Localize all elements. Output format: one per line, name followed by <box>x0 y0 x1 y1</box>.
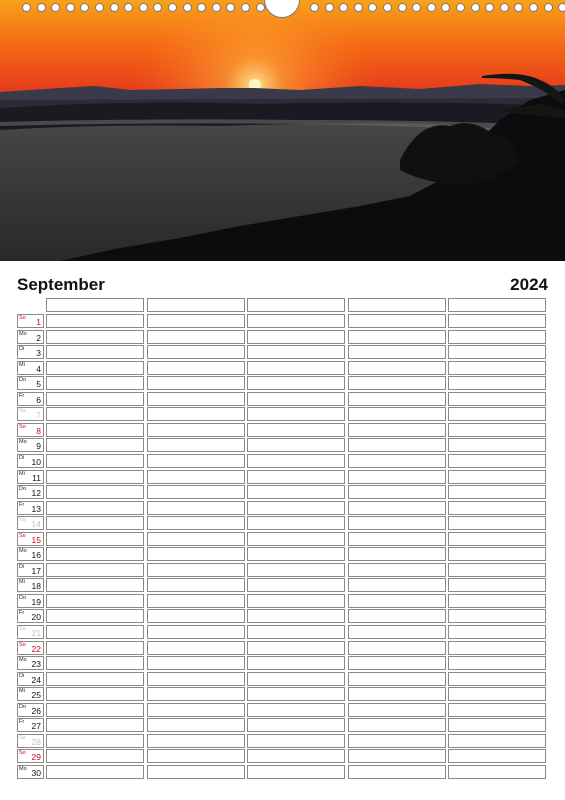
planner-cell[interactable] <box>147 547 245 561</box>
planner-cell[interactable] <box>448 547 546 561</box>
planner-cell[interactable] <box>147 609 245 623</box>
planner-cell[interactable] <box>46 376 144 390</box>
day-label <box>17 454 44 468</box>
planner-cell[interactable] <box>46 516 144 530</box>
planner-cell[interactable] <box>448 594 546 608</box>
binding-hole <box>383 3 392 12</box>
day-label <box>17 361 44 375</box>
binding-hole <box>544 3 553 12</box>
planner-cell[interactable] <box>348 423 446 437</box>
planner-cell[interactable] <box>448 470 546 484</box>
weekday-abbr: Fr <box>19 719 25 726</box>
day-label <box>17 547 44 561</box>
binding-hole <box>95 3 104 12</box>
planner-cell[interactable] <box>448 749 546 763</box>
planner-cell[interactable] <box>247 532 345 546</box>
binding-hole <box>51 3 60 12</box>
planner-cell[interactable] <box>147 625 245 639</box>
planner-cell[interactable] <box>147 376 245 390</box>
day-number: 18 <box>31 581 41 592</box>
planner-cell[interactable] <box>348 765 446 779</box>
planner-cell[interactable] <box>46 765 144 779</box>
planner-cell[interactable] <box>348 361 446 375</box>
day-label <box>17 687 44 701</box>
binding-hole <box>310 3 319 12</box>
binding-hole <box>153 3 162 12</box>
planner-cell[interactable] <box>247 423 345 437</box>
binding-hole <box>124 3 133 12</box>
planner-cell[interactable] <box>147 594 245 608</box>
planner-cell[interactable] <box>147 718 245 732</box>
planner-cell[interactable] <box>348 563 446 577</box>
planner-cell[interactable] <box>147 407 245 421</box>
binding-hole <box>514 3 523 12</box>
planner-cell[interactable] <box>46 609 144 623</box>
binding-hole <box>500 3 509 12</box>
weekday-abbr: Mi <box>19 688 25 695</box>
binding-hole <box>529 3 538 12</box>
binding-hole <box>183 3 192 12</box>
weekday-abbr: Mo <box>19 330 27 337</box>
planner-cell[interactable] <box>147 438 245 452</box>
planner-cell[interactable] <box>448 687 546 701</box>
planner-cell[interactable] <box>46 749 144 763</box>
planner-cell[interactable] <box>247 625 345 639</box>
planner-cell[interactable] <box>46 687 144 701</box>
binding-hole <box>197 3 206 12</box>
planner-cell[interactable] <box>348 734 446 748</box>
planner-cell[interactable] <box>448 563 546 577</box>
day-label <box>17 423 44 437</box>
planner-cell[interactable] <box>46 641 144 655</box>
day-label <box>17 392 44 406</box>
day-number: 1 <box>36 317 41 327</box>
binding-hole <box>80 3 89 12</box>
day-number: 26 <box>31 705 41 716</box>
planner-cell[interactable] <box>448 345 546 359</box>
day-label <box>17 376 44 390</box>
planner-cell[interactable] <box>348 547 446 561</box>
planner-cell[interactable] <box>247 578 345 592</box>
planner-cell[interactable] <box>448 672 546 686</box>
day-number: 11 <box>32 472 41 483</box>
day-label <box>17 672 44 686</box>
day-number: 24 <box>31 674 41 685</box>
column-header-cell[interactable] <box>147 298 245 312</box>
day-number: 3 <box>36 348 41 359</box>
weekday-abbr: Di <box>19 563 25 570</box>
planner-cell[interactable] <box>46 547 144 561</box>
sunset-lake-photo <box>0 0 565 261</box>
binding-hole <box>441 3 450 12</box>
planner-cell[interactable] <box>247 563 345 577</box>
binding-hole <box>66 3 75 12</box>
planner-cell[interactable] <box>348 672 446 686</box>
planner-cell[interactable] <box>46 625 144 639</box>
binding-hole <box>226 3 235 12</box>
binding-hole <box>22 3 31 12</box>
binding-hole <box>412 3 421 12</box>
planner-cell[interactable] <box>247 734 345 748</box>
planner-cell[interactable] <box>247 407 345 421</box>
day-number: 20 <box>31 612 41 623</box>
binding-hole <box>354 3 363 12</box>
planner-cell[interactable] <box>448 407 546 421</box>
weekday-abbr: Do <box>19 377 27 384</box>
planner-cell[interactable] <box>147 765 245 779</box>
weekday-abbr: Di <box>19 346 25 353</box>
planner-cell[interactable] <box>147 392 245 406</box>
planner-cell[interactable] <box>348 532 446 546</box>
planner-cell[interactable] <box>147 672 245 686</box>
planner-cell[interactable] <box>46 734 144 748</box>
weekday-abbr: So <box>19 532 26 539</box>
day-number: 22 <box>31 643 41 654</box>
day-number: 21 <box>31 628 41 638</box>
planner-cell[interactable] <box>46 578 144 592</box>
planner-cell[interactable] <box>247 749 345 763</box>
weekday-abbr: Mi <box>19 361 25 368</box>
year-title: 2024 <box>510 275 548 294</box>
planner-cell[interactable] <box>147 485 245 499</box>
day-label <box>17 609 44 623</box>
planner-cell[interactable] <box>448 656 546 670</box>
day-number: 17 <box>31 565 41 576</box>
weekday-abbr: Fr <box>19 610 25 617</box>
planner-cell[interactable] <box>247 501 345 515</box>
binding-hole <box>110 3 119 12</box>
weekday-abbr: Do <box>19 486 27 493</box>
planner-cell[interactable] <box>348 625 446 639</box>
planner-cell[interactable] <box>147 563 245 577</box>
day-number: 14 <box>31 519 41 530</box>
day-number: 6 <box>36 394 41 405</box>
planner-cell[interactable] <box>448 578 546 592</box>
day-number: 5 <box>36 379 41 390</box>
planner-cell[interactable] <box>348 314 446 328</box>
planner-cell[interactable] <box>46 454 144 468</box>
planner-cell[interactable] <box>147 345 245 359</box>
planner-cell[interactable] <box>348 718 446 732</box>
planner-cell[interactable] <box>448 438 546 452</box>
weekday-abbr: Do <box>19 703 27 710</box>
planner-cell[interactable] <box>147 687 245 701</box>
column-header-cell[interactable] <box>46 298 144 312</box>
planner-cell[interactable] <box>147 656 245 670</box>
weekday-abbr: Sa <box>19 734 26 741</box>
weekday-abbr: Mo <box>19 765 27 772</box>
day-number: 28 <box>31 736 41 747</box>
column-header-cell[interactable] <box>247 298 345 312</box>
planner-cell[interactable] <box>247 547 345 561</box>
day-number: 27 <box>31 721 41 732</box>
planner-cell[interactable] <box>247 345 345 359</box>
planner-cell[interactable] <box>247 361 345 375</box>
planner-cell[interactable] <box>46 532 144 546</box>
day-number: 30 <box>31 767 41 778</box>
weekday-abbr: Sa <box>19 408 26 415</box>
planner-cell[interactable] <box>448 641 546 655</box>
planner-cell[interactable] <box>247 330 345 344</box>
day-number: 8 <box>36 425 41 436</box>
sunset-landscape-image <box>0 0 565 261</box>
day-number: 9 <box>36 441 41 452</box>
day-label <box>17 718 44 732</box>
day-label <box>17 641 44 655</box>
planner-cell[interactable] <box>147 734 245 748</box>
day-label <box>17 594 44 608</box>
planner-cell[interactable] <box>147 516 245 530</box>
planner-cell[interactable] <box>46 470 144 484</box>
planner-cell[interactable] <box>348 470 446 484</box>
planner-cell[interactable] <box>247 609 345 623</box>
day-number: 16 <box>31 550 41 561</box>
binding-hole <box>339 3 348 12</box>
day-label <box>17 532 44 546</box>
planner-cell[interactable] <box>448 516 546 530</box>
planner-cell[interactable] <box>147 423 245 437</box>
planner-cell[interactable] <box>147 501 245 515</box>
planner-cell[interactable] <box>247 687 345 701</box>
planner-cell[interactable] <box>448 376 546 390</box>
weekday-abbr: Sa <box>19 517 26 524</box>
planner-cell[interactable] <box>46 361 144 375</box>
day-label <box>17 703 44 717</box>
weekday-abbr: Do <box>19 594 27 601</box>
planner-cell[interactable] <box>147 749 245 763</box>
planner-cell[interactable] <box>448 734 546 748</box>
planner-cell[interactable] <box>348 345 446 359</box>
planner-cell[interactable] <box>348 438 446 452</box>
planner-cell[interactable] <box>46 656 144 670</box>
binding-hole <box>325 3 334 12</box>
planner-cell[interactable] <box>46 501 144 515</box>
planner-cell[interactable] <box>348 594 446 608</box>
planner-cell[interactable] <box>448 361 546 375</box>
month-title: September <box>17 275 105 294</box>
day-label <box>17 656 44 670</box>
day-label <box>17 578 44 592</box>
binding-hole <box>37 3 46 12</box>
planner-cell[interactable] <box>348 392 446 406</box>
planner-cell[interactable] <box>448 392 546 406</box>
planner-cell[interactable] <box>46 703 144 717</box>
planner-cell[interactable] <box>448 485 546 499</box>
planner-cell[interactable] <box>247 470 345 484</box>
planner-cell[interactable] <box>147 361 245 375</box>
planner-cell[interactable] <box>46 563 144 577</box>
planner-cell[interactable] <box>46 314 144 328</box>
weekday-abbr: Sa <box>19 626 26 632</box>
day-number: 7 <box>36 410 41 421</box>
planner-cell[interactable] <box>448 314 546 328</box>
planner-cell[interactable] <box>46 392 144 406</box>
planner-cell[interactable] <box>247 672 345 686</box>
planner-cell[interactable] <box>147 641 245 655</box>
day-number: 12 <box>31 488 41 499</box>
planner-cell[interactable] <box>247 703 345 717</box>
planner-cell[interactable] <box>448 765 546 779</box>
planner-cell[interactable] <box>448 625 546 639</box>
planner-cell[interactable] <box>348 687 446 701</box>
planner-cell[interactable] <box>147 454 245 468</box>
planner-cell[interactable] <box>46 438 144 452</box>
planner-cell[interactable] <box>46 407 144 421</box>
day-label <box>17 501 44 515</box>
day-number: 29 <box>31 752 41 763</box>
weekday-abbr: Mo <box>19 657 27 664</box>
planner-cell[interactable] <box>46 594 144 608</box>
binding-hole <box>212 3 221 12</box>
day-label <box>17 345 44 359</box>
planner-cell[interactable] <box>348 749 446 763</box>
day-label <box>17 485 44 499</box>
planner-cell[interactable] <box>46 345 144 359</box>
planner-cell[interactable] <box>247 594 345 608</box>
weekday-abbr: Fr <box>19 501 25 508</box>
binding-hole <box>471 3 480 12</box>
binding-hole <box>485 3 494 12</box>
day-number: 2 <box>36 332 41 343</box>
planner-cell[interactable] <box>348 609 446 623</box>
planner-cell[interactable] <box>448 609 546 623</box>
binding-hole <box>168 3 177 12</box>
binding-hole <box>456 3 465 12</box>
planner-cell[interactable] <box>147 703 245 717</box>
planner-cell[interactable] <box>448 454 546 468</box>
planner-cell[interactable] <box>348 407 446 421</box>
column-header-cell[interactable] <box>348 298 446 312</box>
column-header-cell[interactable] <box>448 298 546 312</box>
planner-cell[interactable] <box>348 501 446 515</box>
planner-cell[interactable] <box>247 454 345 468</box>
weekday-abbr: Mo <box>19 548 27 555</box>
planner-cell[interactable] <box>348 454 446 468</box>
planner-cell[interactable] <box>448 423 546 437</box>
weekday-abbr: Mo <box>19 439 27 446</box>
day-label <box>17 749 44 763</box>
binding-hole <box>398 3 407 12</box>
day-number: 15 <box>31 534 41 545</box>
planner-cell[interactable] <box>46 672 144 686</box>
weekday-abbr: So <box>19 641 26 648</box>
planner-cell[interactable] <box>147 470 245 484</box>
weekday-abbr: So <box>19 750 26 757</box>
planner-cell[interactable] <box>247 516 345 530</box>
planner-cell[interactable] <box>348 485 446 499</box>
binding-hole <box>241 3 250 12</box>
planner-cell[interactable] <box>147 578 245 592</box>
planner-cell[interactable] <box>448 330 546 344</box>
planner-cell[interactable] <box>448 703 546 717</box>
planner-cell[interactable] <box>348 516 446 530</box>
day-label <box>17 330 44 344</box>
weekday-abbr: So <box>19 315 26 321</box>
weekday-abbr: Fr <box>19 392 25 399</box>
planner-cell[interactable] <box>247 376 345 390</box>
day-number: 19 <box>31 596 41 607</box>
planner-cell[interactable] <box>348 330 446 344</box>
day-number: 23 <box>31 659 41 670</box>
planner-cell[interactable] <box>46 423 144 437</box>
planner-cell[interactable] <box>247 718 345 732</box>
day-label <box>17 314 44 328</box>
planner-cell[interactable] <box>448 532 546 546</box>
weekday-abbr: Di <box>19 672 25 679</box>
planner-cell[interactable] <box>247 765 345 779</box>
day-number: 4 <box>36 363 41 374</box>
day-number: 13 <box>31 503 41 514</box>
planner-cell[interactable] <box>448 501 546 515</box>
binding-hole <box>558 3 565 12</box>
day-label <box>17 734 44 748</box>
planner-cell[interactable] <box>348 703 446 717</box>
planner-cell[interactable] <box>46 330 144 344</box>
planner-cell[interactable] <box>348 578 446 592</box>
planner-cell[interactable] <box>247 314 345 328</box>
day-label <box>17 563 44 577</box>
planner-cell[interactable] <box>147 532 245 546</box>
planner-cell[interactable] <box>348 376 446 390</box>
day-label <box>17 407 44 421</box>
binding-hole <box>368 3 377 12</box>
planner-cell[interactable] <box>46 485 144 499</box>
planner-cell[interactable] <box>247 485 345 499</box>
binding-hole <box>427 3 436 12</box>
planner-cell[interactable] <box>247 656 345 670</box>
binding-hole <box>139 3 148 12</box>
planner-cell[interactable] <box>247 392 345 406</box>
day-label <box>17 438 44 452</box>
planner-cell[interactable] <box>247 641 345 655</box>
day-label <box>17 765 44 779</box>
planner-cell[interactable] <box>147 314 245 328</box>
planner-cell[interactable] <box>348 656 446 670</box>
day-label <box>17 625 44 639</box>
day-label <box>17 516 44 530</box>
planner-cell[interactable] <box>247 438 345 452</box>
planner-cell[interactable] <box>46 718 144 732</box>
planner-cell[interactable] <box>348 641 446 655</box>
day-number: 25 <box>31 690 41 701</box>
day-label <box>17 470 44 484</box>
weekday-abbr: So <box>19 423 26 430</box>
day-number: 10 <box>31 456 41 467</box>
weekday-abbr: Mi <box>19 470 25 477</box>
weekday-abbr: Mi <box>19 579 25 586</box>
planner-cell[interactable] <box>147 330 245 344</box>
planner-cell[interactable] <box>448 718 546 732</box>
weekday-abbr: Di <box>19 454 25 461</box>
